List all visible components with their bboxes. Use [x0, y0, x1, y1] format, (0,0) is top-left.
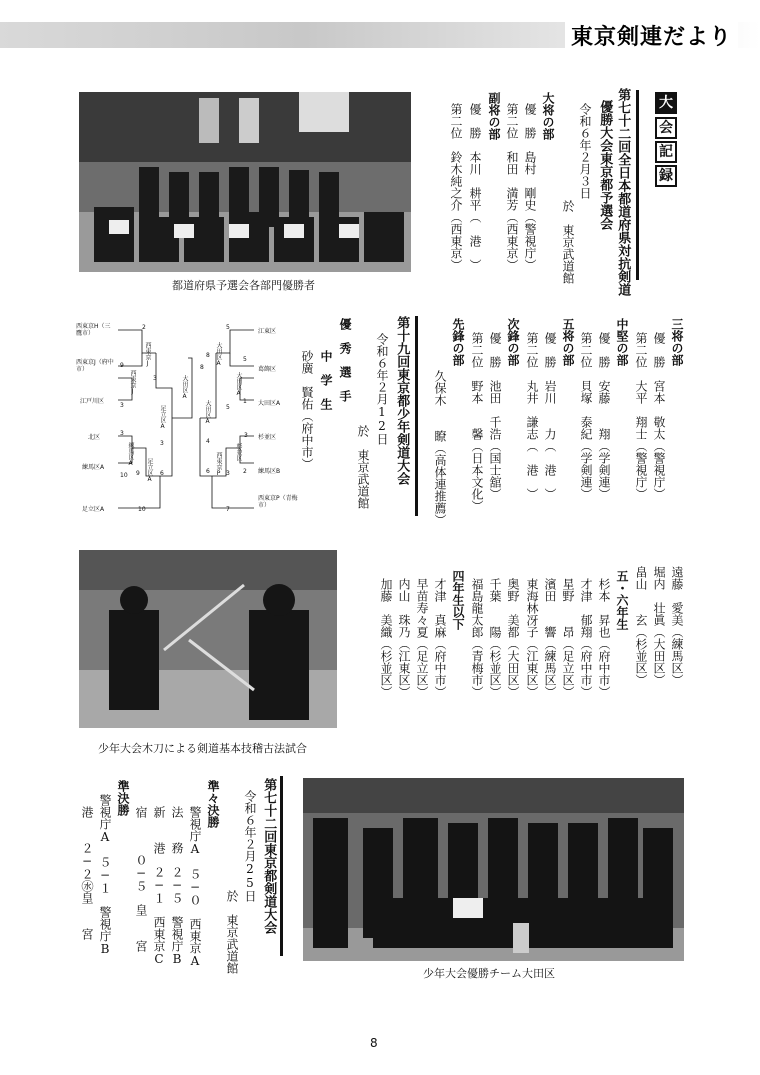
sec2-date: 令和６年２月12日	[375, 333, 389, 445]
photo-kata	[79, 550, 337, 728]
sec1-line-0b: 第二位 和田 満芳（西東京）	[505, 103, 519, 271]
youth-top-1: 遠藤 愛美（練馬区）	[670, 566, 684, 686]
youth-line-10: 早苗寿々夏（足立区）	[415, 578, 429, 698]
sec3-date: 令和６年２月25日	[243, 790, 257, 902]
page-number: 8	[370, 1036, 378, 1050]
bracket-score-4: 10	[120, 472, 128, 479]
bracket-left-team-3: 江戸川区	[80, 398, 105, 405]
bracket-right-team-6: 西東京P（青梅市）	[258, 495, 298, 509]
bracket-right-team-3: 大田区A	[258, 400, 281, 407]
bracket-right-team-5: 練馬区B	[258, 468, 281, 475]
sec1-line-4b: 第二位 丸井 謙志（ 港 ）	[525, 332, 539, 500]
youth-line-5: 東海林冴子（江東区）	[525, 578, 539, 698]
youth-line-6: 奥野 美都（大田区）	[506, 578, 520, 698]
youth-line-1: 杉本 昇也（府中市）	[597, 578, 611, 698]
bracket-inner-9: 杉並区	[235, 443, 242, 461]
youth-line-9: 才津 真麻（府中市）	[433, 578, 447, 698]
sec2-title-bar	[415, 316, 418, 516]
youth-top-2: 堀内 壮眞（大田区）	[652, 566, 666, 686]
sec2-award-sub: 中 学 生	[319, 350, 333, 410]
sec1-line-0a: 優 勝 島村 剛史（警視庁）	[523, 103, 537, 271]
sec1-head-5: 次鋒の部	[506, 318, 520, 366]
sec3-title: 第七十二回東京都剣道大会	[261, 778, 277, 934]
bracket-line-r7	[212, 476, 254, 508]
youth-line-7: 千葉 陽（杉並区）	[488, 578, 502, 698]
bracket-right-team-4: 杉並区	[258, 434, 277, 441]
bracket-score-17: 7	[226, 506, 230, 513]
bracket-score-22: 8	[206, 352, 210, 359]
bracket-score-6: 9	[136, 470, 140, 477]
sec2-award: 優 秀 選 手	[338, 318, 352, 402]
sec3-sf-head: 準決勝	[116, 780, 130, 816]
sec2-venue: 於 東京武道館	[356, 425, 370, 509]
photo-team-caption: 少年大会優勝チーム大田区	[423, 967, 555, 980]
sec2-title: 第十九回東京都少年剣道大会	[394, 316, 410, 485]
bracket-score-3: 3	[120, 402, 124, 409]
youth-line-11: 内山 珠乃（江東区）	[397, 578, 411, 698]
youth-line-4: 濱田 響（練馬区）	[543, 578, 557, 698]
sec1-line-2a: 優 勝 宮本 敬太（警視庁）	[652, 332, 666, 500]
bracket-score-18: 4	[206, 438, 210, 445]
bracket-inner-5: 足立区A	[146, 458, 153, 483]
bracket-score-10: 6	[160, 470, 164, 477]
bracket-left-team-5: 練馬区A	[82, 464, 105, 471]
bracket-score-9: 10	[138, 506, 146, 513]
badge-char-4: 録	[655, 165, 677, 187]
sec1-title-bar	[636, 90, 639, 280]
bracket-score-15: 3	[226, 470, 230, 477]
sec1-head-0: 大将の部	[541, 92, 555, 140]
sec1-date: 令和６年２月３日	[578, 103, 592, 199]
bracket-score-11: 5	[226, 324, 230, 331]
bracket-score-14: 1	[243, 398, 247, 405]
badge-char-2: 会	[655, 117, 677, 139]
sec1-line-5a: 優 勝 池田 千浩（国士舘）	[488, 332, 502, 500]
youth-line-12: 加藤 美織（杉並区）	[379, 578, 393, 698]
sec1-line-2b: 第二位 大平 翔士（警視庁）	[634, 332, 648, 500]
sec3-qf-3: 新 港 ２−１ 西東京C	[152, 806, 166, 966]
photo-team	[303, 778, 684, 961]
sec1-head-2: 三将の部	[670, 318, 684, 366]
sec1-head-1: 副将の部	[487, 92, 501, 140]
bracket-left-team-2: 西東京J（府中市）	[76, 359, 114, 373]
bracket-inner-11: 大田区A	[204, 400, 211, 425]
bracket-right-team-2: 葛飾区	[258, 366, 277, 373]
bracket-inner-2: 西東京J	[129, 370, 136, 395]
youth-top-3: 畠山 玄（杉並区）	[634, 566, 648, 686]
photo-winners	[79, 92, 411, 272]
sec3-qf-1: 警視庁A ５−０ 西東京A	[188, 806, 202, 968]
bracket-score-2: 9	[120, 362, 124, 369]
photo-kata-image	[79, 550, 337, 728]
bracket-score-7: 3	[153, 375, 157, 382]
photo-winners-caption: 都道府県予選会各部門優勝者	[172, 279, 315, 292]
youth-head-4: 四年生以下	[451, 570, 465, 630]
bracket-inner-10: 西東京P	[215, 452, 222, 477]
bracket-left-team-4: 北区	[88, 434, 101, 441]
sec3-qf-2: 法 務 ２−５ 警視庁B	[170, 806, 184, 966]
bracket-inner-6: 大田区A	[181, 375, 188, 400]
youth-head-56: 五・六年生	[615, 570, 629, 630]
sec2-award-name: 砂廣 賢佑（府中市）	[300, 350, 314, 470]
sec3-title-bar	[280, 776, 283, 956]
youth-line-3: 星野 昂（足立区）	[561, 578, 575, 698]
photo-winners-image	[79, 92, 411, 272]
bracket-inner-7: 大田区A	[215, 342, 222, 367]
sec1-line-1b: 第二位 鈴木純之介（西東京）	[449, 103, 463, 271]
bracket-inner-1: 西東京J	[144, 342, 151, 367]
badge-char-1: 大	[655, 92, 677, 114]
bracket-score-19: 3	[244, 432, 248, 439]
badge-char-3: 記	[655, 141, 677, 163]
bracket-score-21: 8	[200, 364, 204, 371]
bracket-score-5: 3	[120, 430, 124, 437]
photo-kata-caption: 少年大会木刀による剣道基本技稽古法試合	[98, 742, 307, 755]
sec3-qf-head: 準々決勝	[206, 780, 220, 828]
bracket-score-12: 5	[243, 356, 247, 363]
bracket-score-20: 6	[206, 468, 210, 475]
sec1-venue: 於 東京武道館	[561, 200, 575, 284]
sec3-venue: 於 東京武道館	[225, 890, 239, 974]
sec1-title1: 第七十二回全日本都道府県対抗剣道	[615, 88, 631, 296]
sec3-sf-2: 港 ２−２㊌皇 宮	[80, 806, 94, 940]
sec1-head-3: 中堅の部	[615, 318, 629, 366]
bracket-score-8: 3	[160, 440, 164, 447]
sec1-head-4: 五将の部	[561, 318, 575, 366]
youth-line-2: 才津 郁翔（府中市）	[579, 578, 593, 698]
header-title: 東京剣連だより	[565, 20, 738, 51]
sec1-line-3b: 第二位 貝塚 泰紀（学剣連）	[579, 332, 593, 500]
tournament-bracket	[76, 318, 296, 518]
bracket-inner-4: 足立区A	[159, 405, 166, 430]
bracket-inner-3: 練馬区A	[127, 442, 134, 467]
bracket-score-1: 2	[142, 324, 146, 331]
bracket-inner-8: 大田区A	[235, 372, 242, 397]
sec1-line-1a: 優 勝 本川 耕平（ 港 ）	[468, 103, 482, 271]
sec1-line-6a: 久保木 瞭（高体連推薦）	[433, 370, 447, 526]
sec1-head-6: 先鋒の部	[451, 318, 465, 366]
bracket-score-16: 2	[243, 468, 247, 475]
bracket-left-team-1: 西東京H（三鷹市）	[76, 323, 111, 337]
bracket-score-13: 5	[226, 404, 230, 411]
sec1-line-5b: 第二位 野本 馨（日本文化）	[470, 332, 484, 512]
youth-line-8: 福島龍太郎（青梅市）	[470, 578, 484, 698]
sec1-line-4a: 優 勝 岩川 力（ 港 ）	[543, 332, 557, 500]
sec1-line-3a: 優 勝 安藤 翔（学剣連）	[597, 332, 611, 500]
photo-team-image	[303, 778, 684, 961]
bracket-right-team-1: 江東区	[258, 328, 277, 335]
sec3-qf-4: 宿 ０−５ 皇 宮	[134, 806, 148, 952]
sec3-sf-1: 警視庁A ５−１ 警視庁B	[98, 794, 112, 956]
bracket-left-team-6: 足立区A	[82, 506, 105, 513]
sec1-title2: 優勝大会東京都予選会	[597, 100, 613, 230]
bracket-line-r2	[230, 353, 254, 366]
